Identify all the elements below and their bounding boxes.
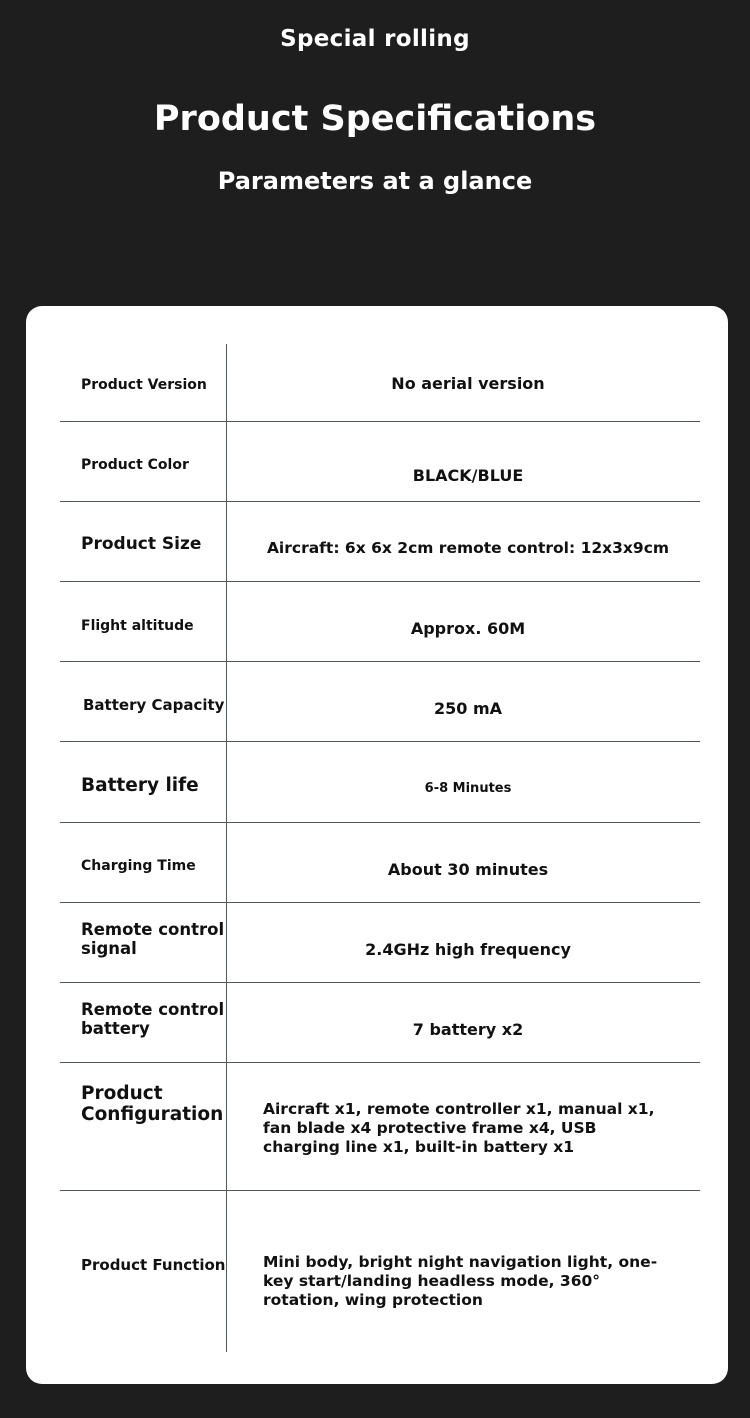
spec-row-product-function xyxy=(60,1190,700,1352)
spec-value: 6-8 Minutes xyxy=(424,781,512,796)
spec-row-battery-capacity xyxy=(60,661,700,742)
spec-value: 250 mA xyxy=(433,699,503,718)
spec-label: Battery life xyxy=(81,775,199,796)
spec-row-charging-time xyxy=(60,822,700,903)
spec-row-product-size xyxy=(60,501,700,582)
spec-value: Approx. 60M xyxy=(410,619,526,638)
spec-value: 2.4GHz high frequency xyxy=(365,940,571,959)
page-title: Product Specifications xyxy=(153,99,597,139)
spec-row-flight-altitude xyxy=(60,581,700,662)
spec-row-product-configuration xyxy=(60,1062,700,1191)
spec-label: Remote control battery xyxy=(81,1000,225,1038)
spec-row-remote-control-signal xyxy=(60,902,700,983)
page-subtitle: Parameters at a glance xyxy=(217,167,533,195)
spec-value: Aircraft x1, remote controller x1, manual x1, fan blade x4 protective frame x4, USB charging line x1, built-in battery x1 xyxy=(263,1100,655,1156)
spec-row-remote-control-battery xyxy=(60,982,700,1063)
spec-label: Charging Time xyxy=(81,858,196,874)
spec-label: Remote control signal xyxy=(81,920,225,958)
spec-label: Product Color xyxy=(81,457,189,473)
spec-row-product-color xyxy=(60,421,700,502)
spec-label: Flight altitude xyxy=(81,618,194,634)
spec-label: Product Version xyxy=(81,377,207,393)
spec-value: 7 battery x2 xyxy=(412,1020,524,1039)
spec-value: Mini body, bright night navigation light, one-key start/landing headless mode, 360° rotation, wing protection xyxy=(263,1253,658,1309)
spec-row-product-version xyxy=(60,344,700,422)
spec-label: Product Function xyxy=(81,1256,226,1274)
spec-value: No aerial version xyxy=(391,374,545,393)
spec-value: BLACK/BLUE xyxy=(412,466,524,485)
spec-value: About 30 minutes xyxy=(387,860,549,879)
spec-label: Product Size xyxy=(81,534,202,554)
spec-label: Battery Capacity xyxy=(83,696,225,714)
spec-card xyxy=(26,306,728,1384)
tagline: Special rolling xyxy=(280,26,470,52)
spec-value: Aircraft: 6x 6x 2cm remote control: 12x3x9cm xyxy=(266,539,670,557)
spec-label: Product Configuration xyxy=(81,1083,224,1126)
spec-row-battery-life xyxy=(60,741,700,823)
